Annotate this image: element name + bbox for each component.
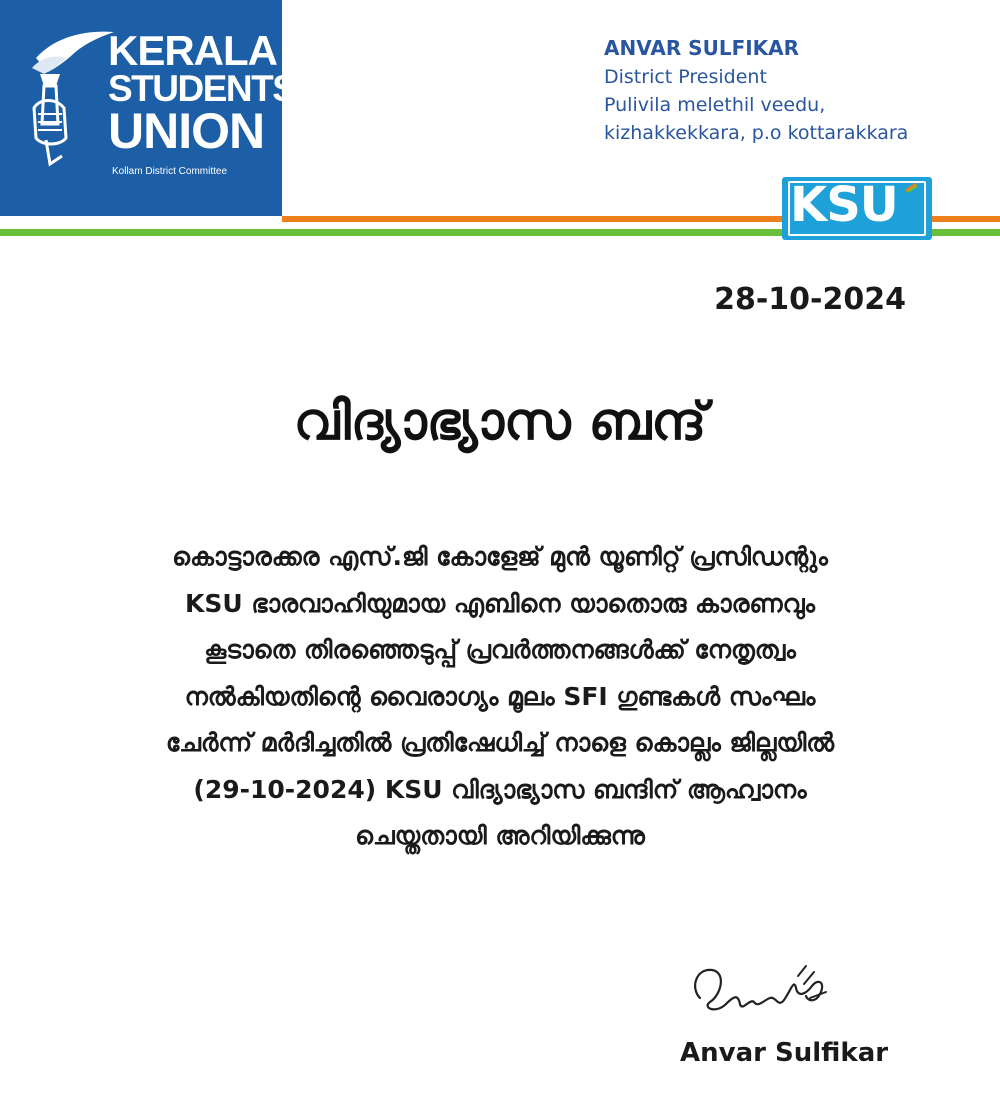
logo-line-3: UNION (108, 103, 265, 160)
body-line: നൽകിയതിന്റെ വൈരാഗ്യം മൂലം SFI ഗുണ്ടകൾ സംഘം (184, 681, 816, 711)
logo-subtitle: Kollam District Committee (112, 166, 228, 177)
body-line: KSU ഭാരവാഹിയുമായ എബിനെ യാതൊരു കാരണവും (184, 588, 816, 618)
logo-line-1: KERALA (108, 27, 277, 74)
torch-icon (26, 28, 116, 168)
letterhead-details (604, 36, 908, 147)
president-role: District President (604, 66, 767, 88)
tricolor-accent-icon (904, 183, 918, 193)
body-line: കൊട്ടാരക്കര എസ്.ജി കോളേജ് മുൻ യൂണിറ്റ് പ്രസിഡന്റും (172, 542, 828, 571)
ksu-badge (782, 177, 932, 240)
logo-wordmark (108, 27, 303, 160)
body-line: ചെയ്തതായി അറിയിക്കുന്നു (355, 821, 645, 850)
body-line: ചേർന്ന് മർദിച്ചതിൽ പ്രതിഷേധിച്ച് നാളെ കൊല്ലം ജില്ലയിൽ (165, 728, 835, 757)
body-line: കൂടാതെ തിരഞ്ഞെടുപ്പ് പ്രവർത്തനങ്ങൾക്ക് നേതൃത്വം (204, 635, 796, 664)
address-line-2: kizhakkekkara, p.o kottarakkara (604, 122, 909, 144)
signature-mark (686, 958, 846, 1038)
president-name: ANVAR SULFIKAR (604, 36, 800, 60)
body-line: (29-10-2024) KSU വിദ്യാഭ്യാസ ബന്ദിന് ആഹ്വാനം (193, 774, 807, 804)
ksu-logo-block (0, 0, 303, 216)
signatory-name: Anvar Sulfikar (680, 1038, 889, 1068)
letter-date: 28-10-2024 (714, 282, 906, 317)
letter-body (100, 534, 900, 860)
address-line-1: Pulivila melethil veedu, (604, 94, 826, 116)
letter-title: വിദ്യാഭ്യാസ ബന്ദ് (293, 392, 707, 452)
logo-line-2: STUDENTS' (108, 68, 303, 110)
ksu-badge-text: KSU (790, 177, 898, 233)
